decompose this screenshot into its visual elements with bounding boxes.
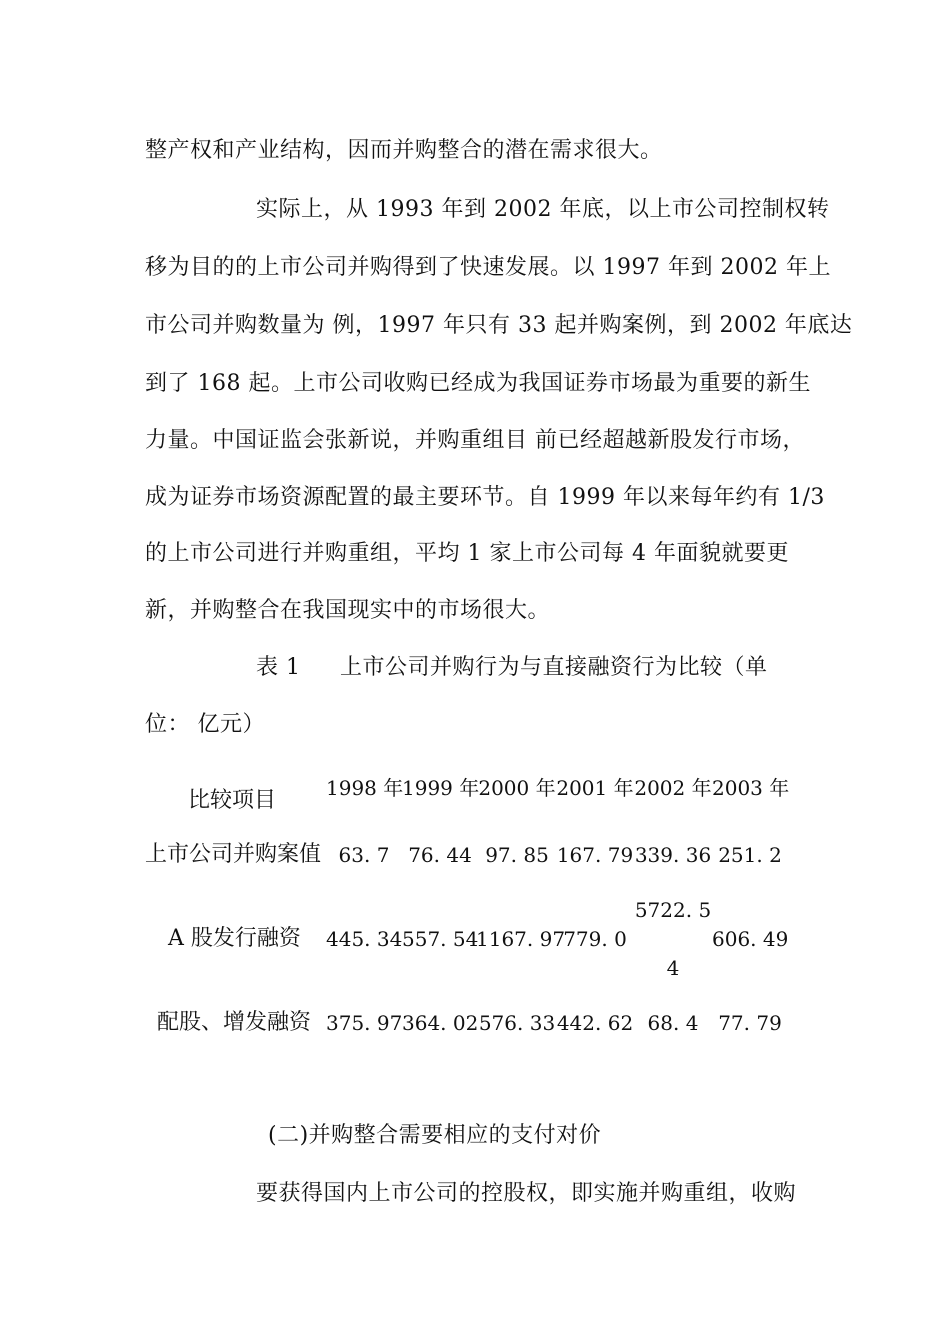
table-cell: 606. 49: [712, 927, 789, 951]
table-cell: 76. 44: [408, 843, 472, 867]
paragraph-line: 新，并购整合在我国现实中的市场很大。: [145, 598, 551, 623]
paragraph-line: 要获得国内上市公司的控股权，即实施并购重组，收购: [256, 1181, 797, 1206]
table-column-header: 1998 年: [326, 776, 404, 800]
table-cell: 779. 0: [563, 927, 627, 951]
table-column-header: 2000 年: [478, 776, 556, 800]
table-caption-unit: 位： 亿元）: [145, 712, 265, 737]
table-cell: 77. 79: [718, 1011, 782, 1035]
paragraph-line: 的上市公司进行并购重组，平均 1 家上市公司每 4 年面貌就要更: [145, 541, 789, 566]
table-column-header: 1999 年: [402, 776, 480, 800]
paragraph-line: 市公司并购数量为 例，1997 年只有 33 起并购案例，到 2002 年底达: [145, 313, 853, 338]
table-cell: 251. 2: [718, 843, 782, 867]
table-column-header: 2002 年: [634, 776, 712, 800]
table-column-header: 2003 年: [712, 776, 790, 800]
table-cell: 68. 4: [647, 1011, 699, 1035]
table-caption-title: 上市公司并购行为与直接融资行为比较（单: [340, 655, 768, 680]
paragraph-line: 移为目的的上市公司并购得到了快速发展。以 1997 年到 2002 年上: [145, 255, 831, 280]
table-cell-wrap: 4: [666, 956, 680, 980]
table-header-label: 比较项目: [188, 788, 277, 813]
table-cell: 375. 97: [326, 1011, 403, 1035]
paragraph-line: 整产权和产业结构，因而并购整合的潜在需求很大。: [145, 138, 663, 163]
table-cell: 1167. 97: [476, 927, 566, 951]
table-row-label: 上市公司并购案值: [145, 842, 322, 867]
table-cell: 5722. 5: [634, 898, 712, 922]
table-cell: 364. 02: [402, 1011, 479, 1035]
table-cell: 442. 62: [556, 1011, 634, 1035]
table-column-header: 2001 年: [556, 776, 634, 800]
table-cell: 97. 85: [485, 843, 549, 867]
table-caption-label: 表 1: [256, 655, 301, 680]
table-cell: 576. 33: [478, 1011, 556, 1035]
table-cell: 445. 34: [326, 927, 403, 951]
table-cell: 63. 7: [338, 843, 390, 867]
table-cell: 167. 79: [556, 843, 634, 867]
table-cell: 557. 54: [402, 927, 479, 951]
section-heading: (二)并购整合需要相应的支付对价: [268, 1123, 602, 1148]
table-row-label: 配股、增发融资: [157, 1010, 312, 1035]
paragraph-line: 成为证券市场资源配置的最主要环节。自 1999 年以来每年约有 1/3: [145, 485, 825, 510]
paragraph-line: 到了 168 起。上市公司收购已经成为我国证券市场最为重要的新生: [145, 371, 811, 396]
table-row-label: A 股发行融资: [168, 926, 301, 951]
paragraph-line: 力量。中国证监会张新说，并购重组目 前已经超越新股发行市场，: [145, 428, 805, 453]
table-cell: 339. 36: [634, 843, 712, 867]
paragraph-line: 实际上，从 1993 年到 2002 年底，以上市公司控制权转: [256, 197, 830, 222]
